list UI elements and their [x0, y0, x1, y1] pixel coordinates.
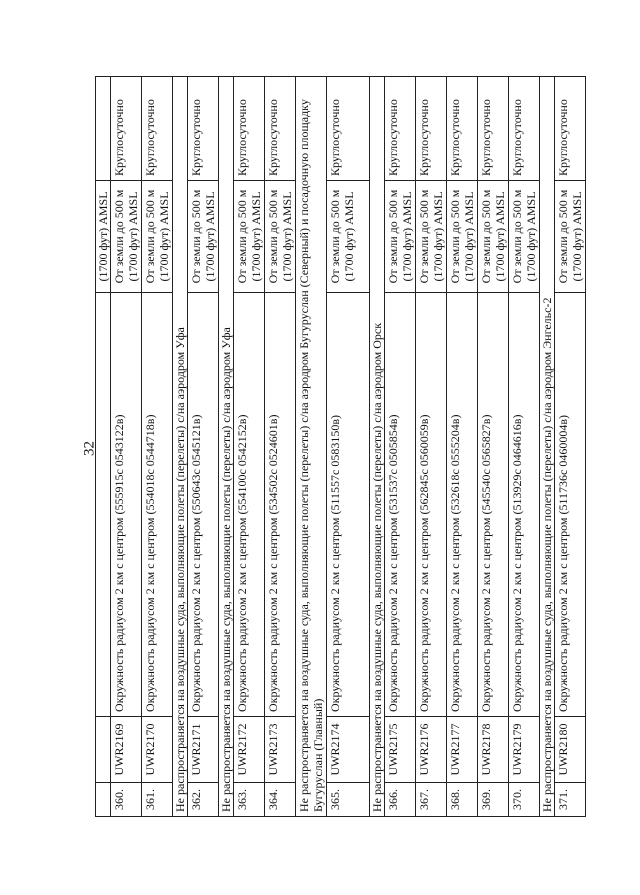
- exception-note: Не распространяется на воздушные суда, выполняющие полеты (перелеты) с/на аэродром Уфа: [173, 77, 188, 817]
- operating-time: Круглосуточно: [234, 77, 265, 181]
- altitude-limits: От земли до 500 м (1700 фут) AMSL: [478, 181, 509, 293]
- exception-note: Не распространяется на воздушные суда, выполняющие полеты (перелеты) с/на аэродром Энгельс-2: [540, 77, 555, 817]
- operating-time: Круглосуточно: [478, 77, 509, 181]
- row-number: 360.: [111, 783, 142, 817]
- exception-note-row: [219, 77, 234, 817]
- row-number: 361.: [142, 783, 173, 817]
- row-number: 363.: [234, 783, 265, 817]
- restricted-areas-table: [95, 76, 586, 817]
- operating-time: Круглосуточно: [416, 77, 447, 181]
- zone-code: UWR2180: [555, 717, 586, 783]
- altitude-limits: От земли до 500 м (1700 фут) AMSL: [509, 181, 540, 293]
- cell-empty: [96, 717, 111, 783]
- row-number: 369.: [478, 783, 509, 817]
- zone-code: UWR2172: [234, 717, 265, 783]
- operating-time: Круглосуточно: [188, 77, 219, 181]
- table-row: [416, 77, 447, 817]
- exception-note: Не распространяется на воздушные суда, выполняющие полеты (перелеты) с/на аэродром Орск: [370, 77, 385, 817]
- altitude-limits: От земли до 500 м (1700 фут) AMSL: [265, 181, 296, 293]
- exception-note-row: [540, 77, 555, 817]
- row-number: 368.: [447, 783, 478, 817]
- zone-code: UWR2177: [447, 717, 478, 783]
- zone-description: Окружность радиусом 2 км с центром (511736с 0460004в): [555, 293, 586, 717]
- zone-description: Окружность радиусом 2 км с центром (550643с 0545121в): [188, 293, 219, 717]
- exception-note-row: [370, 77, 385, 817]
- zone-description: Окружность радиусом 2 км с центром (511557с 0583150в): [327, 293, 370, 717]
- operating-time: Круглосуточно: [555, 77, 586, 181]
- altitude-limits: От земли до 500 м (1700 фут) AMSL: [111, 181, 142, 293]
- zone-description: Окружность радиусом 2 км с центром (534502с 0524601в): [265, 293, 296, 717]
- zone-code: UWR2169: [111, 717, 142, 783]
- zone-description: Окружность радиусом 2 км с центром (555915с 0543122в): [111, 293, 142, 717]
- row-number: 362.: [188, 783, 219, 817]
- table-row: [509, 77, 540, 817]
- zone-code: UWR2175: [385, 717, 416, 783]
- row-number: 370.: [509, 783, 540, 817]
- zone-description: Окружность радиусом 2 км с центром (554100с 0542152в): [234, 293, 265, 717]
- table-row: [447, 77, 478, 817]
- row-number: 366.: [385, 783, 416, 817]
- table-row: [142, 77, 173, 817]
- table-row: [265, 77, 296, 817]
- header-continuation-row: [96, 77, 111, 817]
- row-number: 365.: [327, 783, 370, 817]
- zone-description: Окружность радиусом 2 км с центром (531537с 0505854в): [385, 293, 416, 717]
- zone-code: UWR2170: [142, 717, 173, 783]
- exception-note-row: [173, 77, 188, 817]
- zone-code: UWR2171: [188, 717, 219, 783]
- operating-time: Круглосуточно: [265, 77, 296, 181]
- operating-time: Круглосуточно: [385, 77, 416, 181]
- table-row: [327, 77, 370, 817]
- altitude-limits: От земли до 500 м (1700 фут) AMSL: [416, 181, 447, 293]
- rotated-table-container: [95, 77, 584, 817]
- cell-empty: [96, 783, 111, 817]
- zone-description: Окружность радиусом 2 км с центром (545540с 0565827в): [478, 293, 509, 717]
- operating-time: Круглосуточно: [111, 77, 142, 181]
- zone-description: Окружность радиусом 2 км с центром (562845с 0560059в): [416, 293, 447, 717]
- zone-description: Окружность радиусом 2 км с центром (513929с 0464616в): [509, 293, 540, 717]
- zone-description: Окружность радиусом 2 км с центром (532618с 0555204в): [447, 293, 478, 717]
- altitude-limits: От земли до 500 м (1700 фут) AMSL: [327, 181, 370, 293]
- operating-time: Круглосуточно: [509, 77, 540, 181]
- zone-code: UWR2173: [265, 717, 296, 783]
- table-row: [478, 77, 509, 817]
- altitude-limits: От земли до 500 м (1700 фут) AMSL: [555, 181, 586, 293]
- altitude-cell: (1700 фут) AMSL: [96, 181, 111, 293]
- operating-time: Круглосуточно: [142, 77, 173, 181]
- cell-empty: [96, 293, 111, 717]
- row-number: 367.: [416, 783, 447, 817]
- zone-code: UWR2179: [509, 717, 540, 783]
- page-number: 32: [81, 441, 98, 456]
- table-row: [555, 77, 586, 817]
- operating-time: Круглосуточно: [447, 77, 478, 181]
- altitude-limits: От земли до 500 м (1700 фут) AMSL: [142, 181, 173, 293]
- row-number: 364.: [265, 783, 296, 817]
- table-row: [385, 77, 416, 817]
- exception-note-row: [296, 77, 327, 817]
- table-row: [111, 77, 142, 817]
- table-row: [234, 77, 265, 817]
- zone-code: UWR2178: [478, 717, 509, 783]
- altitude-limits: От земли до 500 м (1700 фут) AMSL: [188, 181, 219, 293]
- altitude-limits: От земли до 500 м (1700 фут) AMSL: [447, 181, 478, 293]
- altitude-limits: От земли до 500 м (1700 фут) AMSL: [234, 181, 265, 293]
- table-row: [188, 77, 219, 817]
- operating-time: Круглосуточно: [327, 77, 370, 181]
- exception-note: Не распространяется на воздушные суда, выполняющие полеты (перелеты) с/на аэродром Бугуруслан (Северный) и посадочную площадку Бугуруслан (Главный): [296, 77, 327, 817]
- zone-code: UWR2174: [327, 717, 370, 783]
- zone-description: Окружность радиусом 2 км с центром (554018с 0544718в): [142, 293, 173, 717]
- altitude-limits: От земли до 500 м (1700 фут) AMSL: [385, 181, 416, 293]
- cell-empty: [96, 77, 111, 181]
- zone-code: UWR2176: [416, 717, 447, 783]
- row-number: 371.: [555, 783, 586, 817]
- exception-note: Не распространяется на воздушные суда, выполняющие полеты (перелеты) с/на аэродром Уфа: [219, 77, 234, 817]
